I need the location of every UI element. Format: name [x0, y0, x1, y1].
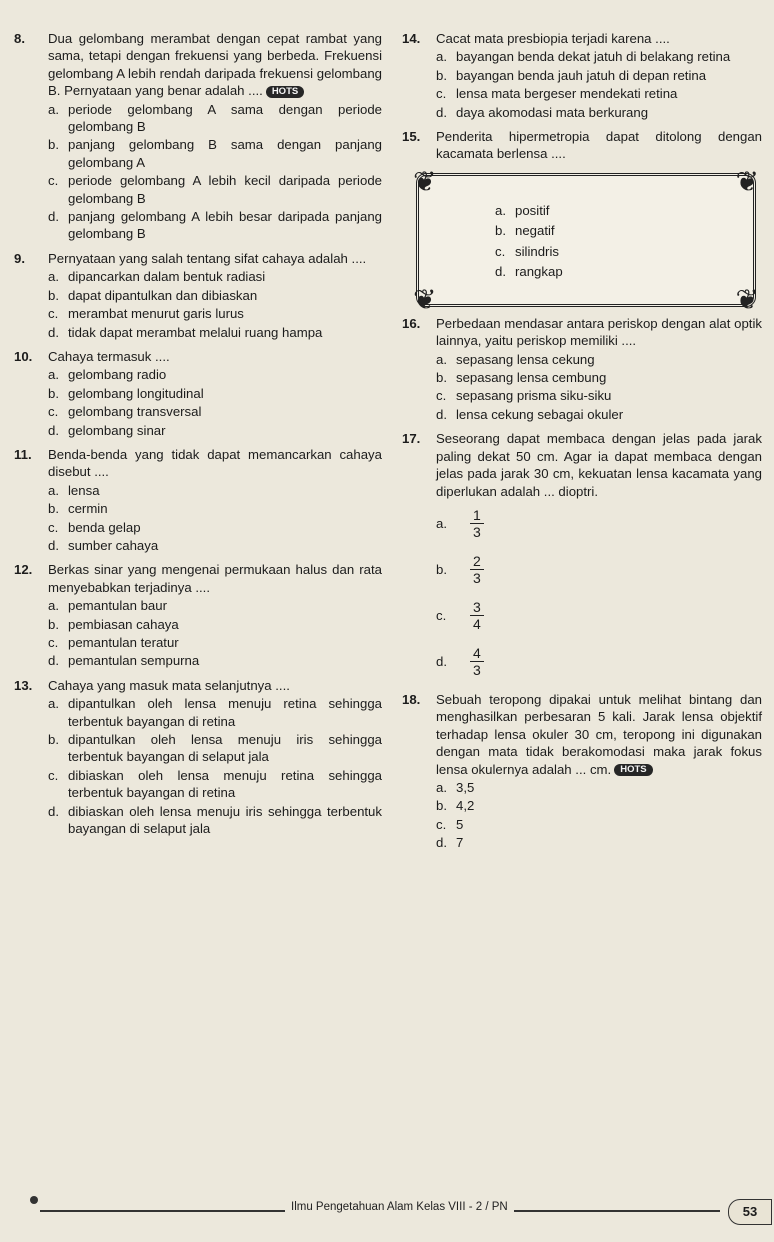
- option-c: c. merambat menurut garis lurus: [48, 306, 244, 322]
- question-18: [402, 691, 762, 853]
- option-b: b. panjang gelombang B sama dengan panjang gelombang A: [48, 137, 382, 170]
- question-stem: Berkas sinar yang mengenai permukaan halus dan rata menyebabkan terjadinya ....: [48, 562, 382, 595]
- question-number: 14.: [402, 31, 421, 46]
- option-d: d. $\frac{4}{3}$: [436, 639, 762, 685]
- option-d: d. panjang gelombang A lebih besar daripada panjang gelombang B: [48, 209, 382, 242]
- question-stem: Dua gelombang merambat dengan cepat rambat yang sama, tetapi dengan frekuensi yang berbeda. Frekuensi gelombang A lebih rendah daripada frekuensi gelombang B. Pernyataan yang benar adalah .... HOTS: [48, 31, 382, 99]
- footer-book-title: Ilmu Pengetahuan Alam Kelas VIII - 2 / PN: [285, 1201, 514, 1213]
- option-d: d. 7: [436, 835, 464, 851]
- left-column: [14, 30, 382, 844]
- question-number: 12.: [14, 562, 33, 578]
- option-b: b. negatif: [495, 223, 555, 239]
- question-number: 9.: [14, 250, 25, 266]
- fraction: $\frac{3}{4}$: [470, 599, 484, 632]
- question-10: [14, 348, 382, 440]
- option-c: c. dibiaskan oleh lensa menuju retina sehingga terbentuk bayangan di retina: [48, 767, 382, 801]
- option-b: b. dapat dipantulkan dan dibiaskan: [48, 287, 258, 303]
- question-15: [402, 128, 762, 315]
- option-a: a. periode gelombang A sama dengan periode gelombang B: [48, 101, 382, 135]
- question-stem: Benda-benda yang tidak dapat memancarkan cahaya disebut ....: [48, 446, 382, 480]
- option-a: a. positif: [495, 202, 550, 218]
- question-16: [402, 315, 762, 424]
- question-number: 18.: [402, 691, 421, 707]
- question-number: 10.: [14, 348, 33, 364]
- question-14: [402, 30, 762, 122]
- flourish-icon: ❦: [413, 165, 437, 197]
- option-b: b. 4,2: [436, 798, 475, 814]
- question-12: [14, 561, 382, 670]
- option-b: b. $\frac{2}{3}$: [436, 547, 762, 593]
- option-d: d. tidak dapat merambat melalui ruang hampa: [48, 324, 323, 340]
- question-13: [14, 677, 382, 839]
- hots-badge: HOTS: [614, 764, 652, 776]
- hots-badge: HOTS: [266, 86, 304, 98]
- question-8: [14, 30, 382, 244]
- question-number: 8.: [14, 31, 25, 46]
- option-a: a. sepasang lensa cekung: [436, 351, 595, 367]
- option-c: c. lensa mata bergeser mendekati retina: [436, 86, 678, 102]
- option-b: b. dipantulkan oleh lensa menuju iris sehingga terbentuk bayangan di selaput jala: [48, 732, 382, 765]
- option-a: a. pemantulan baur: [48, 598, 167, 614]
- option-a: a. lensa: [48, 482, 100, 498]
- option-b: b. gelombang longitudinal: [48, 385, 204, 401]
- question-11: [14, 446, 382, 555]
- option-c: c. periode gelombang A lebih kecil daripada periode gelombang B: [48, 173, 382, 206]
- option-c: c. pemantulan teratur: [48, 635, 179, 650]
- question-stem: Sebuah teropong dipakai untuk melihat bintang dan menghasilkan perbesaran 5 kali. Jarak lensa objektif terhadap lensa okuler 30 cm, teropong ini digunakan dengan mata tidak berakomodasi maka jarak fokus lensa okulernya adalah ... cm. HOTS: [436, 691, 762, 777]
- option-c: c. sepasang prisma siku-siku: [436, 388, 612, 404]
- option-a: a. $\frac{1}{3}$: [436, 501, 762, 547]
- option-b: b. sepasang lensa cembung: [436, 370, 607, 386]
- option-a: a. dipantulkan oleh lensa menuju retina sehingga terbentuk bayangan di retina: [48, 696, 382, 729]
- fraction: $\frac{2}{3}$: [470, 553, 484, 586]
- question-number: 11.: [14, 446, 32, 462]
- option-a: a. bayangan benda dekat jatuh di belakang retina: [436, 49, 731, 65]
- option-c: c. benda gelap: [48, 519, 141, 535]
- question-number: 15.: [402, 129, 421, 145]
- question-stem: Cahaya yang masuk mata selanjutnya ....: [48, 677, 290, 693]
- option-d: d. lensa cekung sebagai okuler: [436, 406, 624, 422]
- flourish-icon: ❦: [735, 165, 759, 197]
- option-a: a. 3,5: [436, 779, 475, 795]
- question-stem: Pernyataan yang salah tentang sifat cahaya adalah ....: [48, 250, 367, 266]
- page-number: 53: [728, 1199, 772, 1225]
- question-number: 13.: [14, 677, 33, 693]
- flourish-icon: ❦: [735, 283, 759, 315]
- question-9: [14, 250, 382, 342]
- option-d: d. rangkap: [495, 264, 563, 280]
- question-stem: Cacat mata presbiopia terjadi karena ....: [436, 31, 670, 46]
- option-a: a. gelombang radio: [48, 367, 167, 383]
- option-d: d. daya akomodasi mata berkurang: [436, 104, 649, 120]
- question-number: 17.: [402, 431, 421, 447]
- option-a: a. dipancarkan dalam bentuk radiasi: [48, 269, 266, 285]
- flourish-icon: ❦: [413, 283, 437, 315]
- question-stem: Perbedaan mendasar antara periskop dengan alat optik lainnya, yaitu periskop memiliki ....: [436, 315, 762, 349]
- question-stem: Penderita hipermetropia dapat ditolong dengan kacamata berlensa ....: [436, 129, 762, 162]
- page-footer: [0, 1196, 774, 1226]
- option-b: b. bayangan benda jauh jatuh di depan retina: [436, 67, 707, 83]
- option-d: d. gelombang sinar: [48, 422, 166, 438]
- option-b: b. pembiasan cahaya: [48, 616, 179, 632]
- question-17: [402, 430, 762, 685]
- fraction: $\frac{1}{3}$: [470, 507, 484, 540]
- option-d: d. pemantulan sempurna: [48, 653, 200, 669]
- option-c: c. 5: [436, 816, 464, 832]
- option-d: d. dibiaskan oleh lensa menuju iris sehingga terbentuk bayangan di selaput jala: [48, 803, 382, 837]
- option-c: c. silindris: [495, 243, 559, 259]
- right-column: [402, 30, 762, 859]
- option-c: c. gelombang transversal: [48, 404, 202, 420]
- option-b: b. cermin: [48, 501, 108, 517]
- option-d: d. sumber cahaya: [48, 537, 159, 553]
- option-c: c. $\frac{3}{4}$: [436, 593, 762, 639]
- fraction: $\frac{4}{3}$: [470, 645, 484, 678]
- question-stem: Cahaya termasuk ....: [48, 348, 170, 364]
- pin-icon: [30, 1196, 38, 1204]
- question-number: 16.: [402, 315, 421, 331]
- ornate-options-frame: [413, 165, 759, 315]
- question-stem: Seseorang dapat membaca dengan jelas pada jarak paling dekat 50 cm. Agar ia dapat membaca dengan jelas pada jarak 30 cm, kekuatan lensa kacamata yang diperlukan adalah ... dioptri.: [436, 431, 762, 499]
